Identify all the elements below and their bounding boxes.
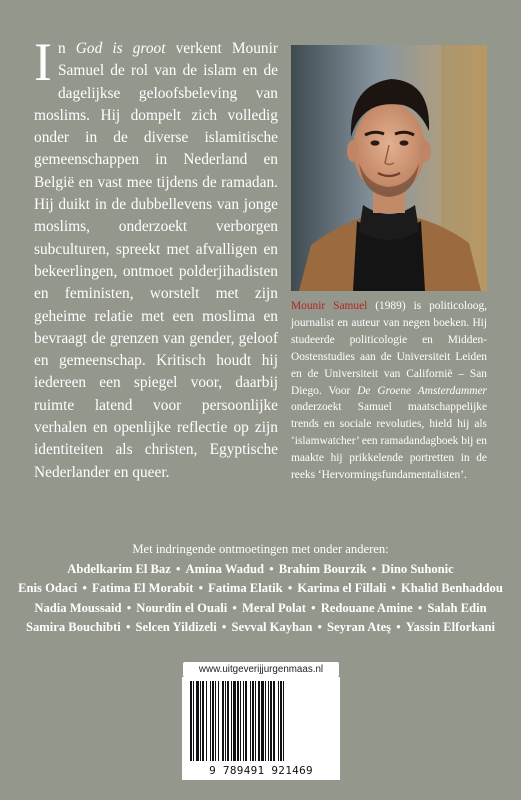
meetings-line xyxy=(0,579,521,599)
barcode-bar xyxy=(268,681,269,761)
barcode-bar xyxy=(261,681,264,761)
barcode-bar xyxy=(245,681,247,761)
barcode-bar xyxy=(237,681,239,761)
name-separator: • xyxy=(123,600,135,615)
name-separator: • xyxy=(388,581,399,596)
person-name: Nourdin el Ouali xyxy=(136,600,228,615)
person-name: Yassin Elforkani xyxy=(405,620,496,635)
barcode-bar xyxy=(258,681,260,761)
name-separator: • xyxy=(79,581,91,596)
person-name: Dino Suhonic xyxy=(381,561,454,576)
person-name: Amina Wadud xyxy=(185,561,265,576)
author-name: Mounir Samuel xyxy=(291,300,368,312)
barcode-bar xyxy=(283,681,284,761)
drop-cap: I xyxy=(34,32,52,92)
barcode-bar xyxy=(206,681,207,761)
name-separator: • xyxy=(122,620,134,635)
person-name: Enis Odaci xyxy=(18,581,78,596)
name-separator: • xyxy=(307,600,319,615)
person-name: Selcen Yildizeli xyxy=(135,620,217,635)
barcode-bar xyxy=(190,681,192,761)
barcode-bar xyxy=(196,681,199,761)
author-photo xyxy=(291,45,487,291)
person-name: Khalid Benhaddou xyxy=(400,581,503,596)
barcode-bar xyxy=(218,681,219,761)
meetings-list xyxy=(0,540,521,638)
barcode-bar xyxy=(270,681,272,761)
barcode-bar xyxy=(215,681,216,761)
name-separator: • xyxy=(195,581,207,596)
name-separator: • xyxy=(172,561,184,576)
blurb-text xyxy=(34,32,278,484)
book-title: God is groot xyxy=(75,40,166,57)
barcode-bar xyxy=(227,681,229,761)
barcode-bar xyxy=(231,681,232,761)
person-name: Karima el Fillali xyxy=(297,581,387,596)
person-name: Meral Polat xyxy=(241,600,306,615)
barcode-bar xyxy=(222,681,224,761)
person-name: Abdelkarim El Baz xyxy=(67,561,171,576)
barcode-bar xyxy=(200,681,201,761)
author-bio xyxy=(291,298,487,484)
barcode-bar xyxy=(210,681,211,761)
meetings-line xyxy=(0,560,521,580)
name-separator: • xyxy=(314,620,326,635)
barcode-bars xyxy=(188,681,334,761)
name-separator: • xyxy=(284,581,296,596)
meetings-line xyxy=(0,618,521,638)
meetings-intro: Met indringende ontmoetingen met onder anderen: xyxy=(132,542,389,556)
person-name: Salah Edin xyxy=(427,600,487,615)
bio-text-1: (1989) is politicoloog, journalist en auteur van negen boeken. Hij studeerde politicologie en Midden-Oostenstudies aan de Universiteit Leiden en de Universiteit van Californië – San Diego. Voor xyxy=(291,300,488,397)
isbn-barcode xyxy=(182,677,340,780)
barcode-bar xyxy=(252,681,254,761)
person-name: Samira Bouchibti xyxy=(25,620,121,635)
isbn-number: 9 789491 921469 xyxy=(209,764,313,777)
barcode-bar xyxy=(193,681,194,761)
barcode-bar xyxy=(250,681,251,761)
meetings-line xyxy=(0,599,521,619)
publisher-website: www.uitgeverijjurgenmaas.nl xyxy=(183,662,339,677)
barcode-bar xyxy=(212,681,214,761)
barcode-bar xyxy=(265,681,266,761)
blurb-body: verkent Mounir Samuel de rol van de islam en de dagelijkse geloofsbeleving van moslims. Hij dompelt zich volledig onder in de diverse islamitische gemeenschappen in Nederland en België en vast mee tijdens de ramadan. Hij duikt in de dubbellevens van jonge moslims, onderzoekt verborgen subculturen, spreekt met afvalligen en bekeerlingen, ontmoet polderjihadisten en feministen, worstelt met zijn geheime relatie met een moslima en bevraagt de grenzen van gender, geloof en gemeenschap. Kritisch houdt hij iedereen een spiegel voor, daarbij ruimte latend voor persoonlijke verhalen en openlijke reflectie op zijn identiteiten als christen, Egyptische Nederlander en queer. xyxy=(34,40,278,481)
person-name: Fatima Elatik xyxy=(208,581,283,596)
barcode-bar xyxy=(233,681,236,761)
barcode-bar xyxy=(225,681,226,761)
meetings-names xyxy=(0,560,521,638)
person-name: Redouane Amine xyxy=(320,600,413,615)
barcode-bar xyxy=(243,681,244,761)
barcode-bar xyxy=(240,681,241,761)
magazine-title: De Groene Amsterdammer xyxy=(357,384,487,397)
bio-text-2: onderzoekt Samuel maatschappelijke trends en sociale revoluties, hield hij als ‘islamwatcher’ een ramadandagboek bij en maakte hij prikkelende portretten in de reeks ‘Hervormingsfundamentalisten’. xyxy=(291,401,487,482)
name-separator: • xyxy=(266,561,277,576)
barcode-bar xyxy=(278,681,279,761)
barcode-bar xyxy=(255,681,256,761)
person-name: Seyran Ateş xyxy=(327,620,392,635)
person-name: Fatima El Morabit xyxy=(92,581,194,596)
person-name: Sevval Kayhan xyxy=(231,620,313,635)
name-separator: • xyxy=(218,620,230,635)
blurb-first-letters: n xyxy=(57,40,66,57)
name-separator: • xyxy=(414,600,426,615)
person-name: Nadia Moussaid xyxy=(34,600,122,615)
barcode-bar xyxy=(273,681,275,761)
barcode-bar xyxy=(202,681,204,761)
name-separator: • xyxy=(368,561,380,576)
person-name: Brahim Bourzik xyxy=(278,561,367,576)
barcode-bar xyxy=(280,681,282,761)
name-separator: • xyxy=(229,600,240,615)
name-separator: • xyxy=(393,620,404,635)
